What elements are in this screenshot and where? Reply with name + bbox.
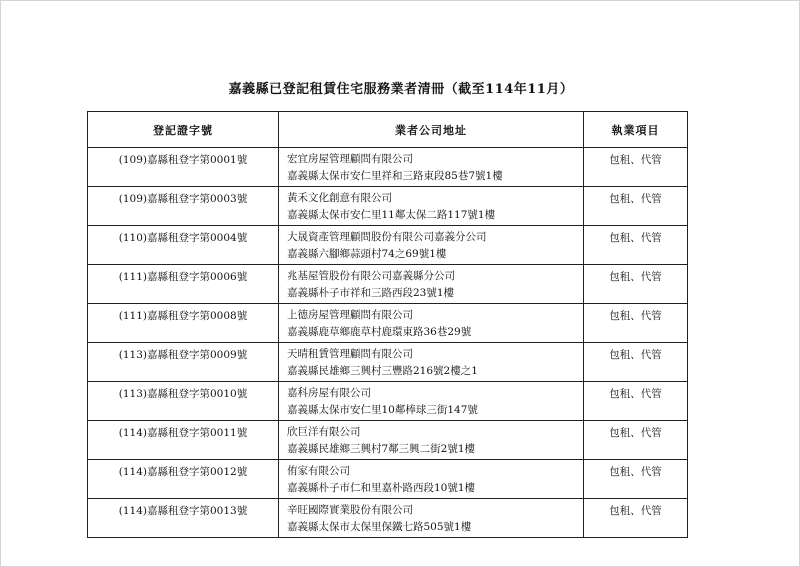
company-address-cell [279,343,584,382]
company-address: 嘉義縣太保市安仁里祥和三路東段85巷7號1樓 [287,170,503,182]
company-address: 嘉義縣太保市太保里保鐵七路505號1樓 [287,521,472,533]
company-name: 黃禾文化創意有限公司 [287,192,392,204]
registry-table [87,111,688,538]
company-address: 嘉義縣朴子市祥和三路西段23號1樓 [287,287,455,299]
business-items-cell: 包租、代管 [584,460,688,499]
table-row [88,187,688,226]
company-name: 欣巨洋有限公司 [287,426,361,438]
registration-no-cell: (111)嘉縣租登字第0006號 [88,265,279,304]
table-row [88,343,688,382]
company-address-cell [279,187,584,226]
company-address: 嘉義縣民雄鄉三興村7鄰三興二街2號1樓 [287,443,476,455]
company-name: 兆基屋管股份有限公司嘉義縣分公司 [287,270,455,282]
registration-no-cell: (111)嘉縣租登字第0008號 [88,304,279,343]
company-name: 辛旺國際實業股份有限公司 [287,504,413,516]
registration-no-cell: (113)嘉縣租登字第0009號 [88,343,279,382]
table-header-row [88,112,688,148]
business-items-cell: 包租、代管 [584,499,688,538]
header-company-address: 業者公司地址 [279,112,584,148]
table-row [88,499,688,538]
business-items-cell: 包租、代管 [584,226,688,265]
registration-no-cell: (110)嘉縣租登字第0004號 [88,226,279,265]
company-name: 上德房屋管理顧問有限公司 [287,309,413,321]
business-items-cell: 包租、代管 [584,304,688,343]
table-row [88,304,688,343]
business-items-cell: 包租、代管 [584,265,688,304]
company-address-cell [279,421,584,460]
company-address: 嘉義縣鹿草鄉鹿草村鹿環東路36巷29號 [287,326,472,338]
company-address-cell [279,460,584,499]
business-items-cell: 包租、代管 [584,343,688,382]
company-address-cell [279,304,584,343]
registration-no-cell: (114)嘉縣租登字第0013號 [88,499,279,538]
company-address-cell [279,265,584,304]
company-address-cell [279,148,584,187]
header-business-items: 執業項目 [584,112,688,148]
company-address: 嘉義縣太保市安仁里11鄰太保二路117號1樓 [287,209,496,221]
company-address-cell [279,382,584,421]
business-items-cell: 包租、代管 [584,421,688,460]
business-items-cell: 包租、代管 [584,148,688,187]
registration-no-cell: (109)嘉縣租登字第0001號 [88,148,279,187]
registration-no-cell: (114)嘉縣租登字第0012號 [88,460,279,499]
business-items-cell: 包租、代管 [584,187,688,226]
registration-no-cell: (109)嘉縣租登字第0003號 [88,187,279,226]
company-address-cell [279,226,584,265]
header-registration-no: 登記證字號 [88,112,279,148]
company-name: 大晟資產管理顧問股份有限公司嘉義分公司 [287,231,487,243]
registration-no-cell: (114)嘉縣租登字第0011號 [88,421,279,460]
table-row [88,460,688,499]
company-name: 宏宜房屋管理顧問有限公司 [287,153,413,165]
company-address: 嘉義縣民雄鄉三興村三豐路216號2樓之1 [287,365,478,377]
table-row [88,421,688,460]
company-address: 嘉義縣朴子市仁和里嘉朴路西段10號1樓 [287,482,476,494]
company-name: 侑家有限公司 [287,465,350,477]
table-body [88,148,688,538]
company-name: 嘉科房屋有限公司 [287,387,371,399]
company-name: 天晴租賃管理顧問有限公司 [287,348,413,360]
company-address-cell [279,499,584,538]
company-address: 嘉義縣六腳鄉蒜頭村74之69號1樓 [287,248,447,260]
table-row [88,148,688,187]
table-row [88,382,688,421]
business-items-cell: 包租、代管 [584,382,688,421]
table-row [88,226,688,265]
document-title: 嘉義縣已登記租賃住宅服務業者清冊（截至114年11月） [228,82,574,97]
table-row [88,265,688,304]
company-address: 嘉義縣太保市安仁里10鄰棒球三街147號 [287,404,478,416]
registration-no-cell: (113)嘉縣租登字第0010號 [88,382,279,421]
